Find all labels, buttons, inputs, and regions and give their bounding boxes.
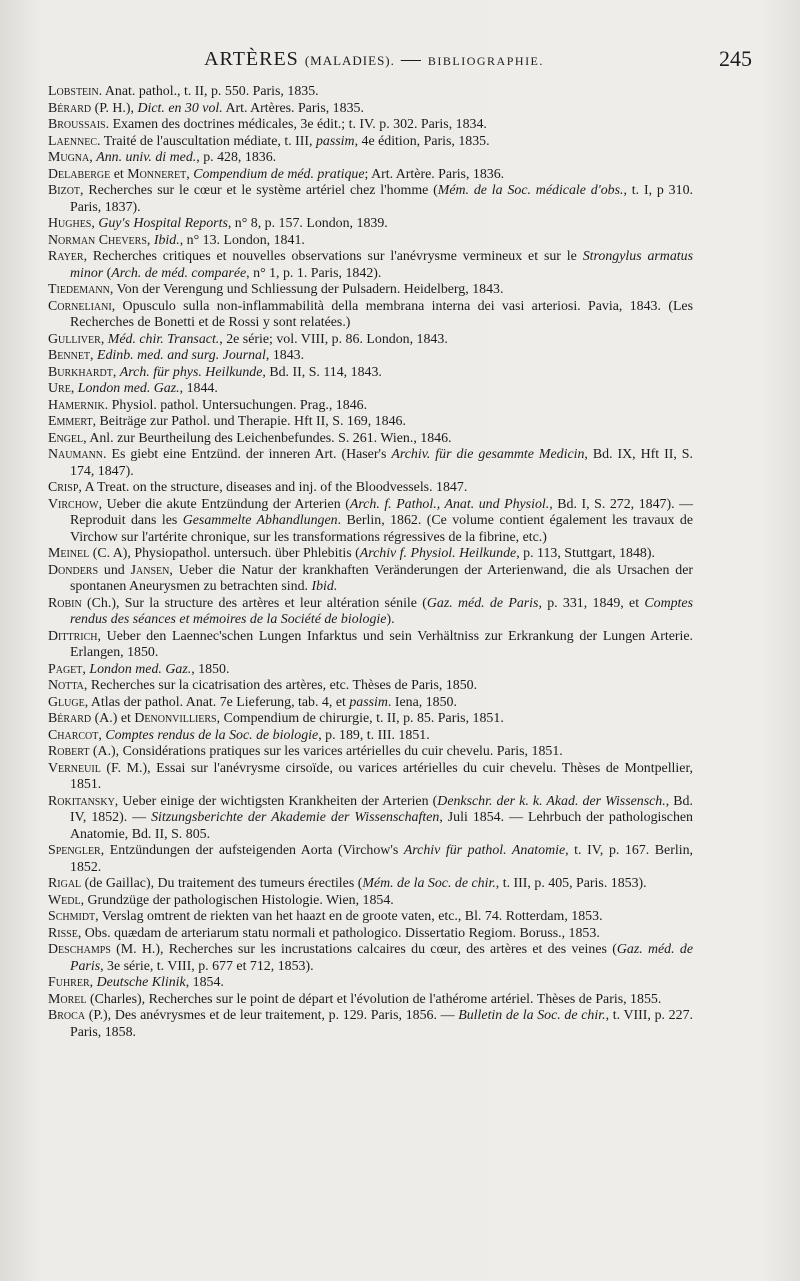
entry-text: (P. H.),: [91, 100, 138, 116]
entry-author: Mugna: [48, 150, 90, 165]
bibliography-entry: [48, 497, 693, 547]
bibliography-entry: [48, 744, 693, 761]
entry-text: , Bd. II, S. 114, 1843.: [262, 364, 382, 380]
bibliography-entry: [48, 629, 693, 662]
entry-author: Virchow: [48, 496, 99, 512]
bibliography-entry: [48, 1008, 693, 1041]
bibliography-entry: [48, 249, 693, 282]
entry-text: , Juli 1854. — Lehrbuch der pathologischen Anatomie, Bd. II, S. 805.: [70, 810, 693, 842]
entry-author: Laennec: [48, 133, 98, 149]
entry-title-italic: Deutsche Klinik: [96, 975, 186, 990]
bibliography-entry: [48, 233, 693, 250]
entry-text: , 1844.: [179, 381, 218, 396]
entry-text: ,: [91, 216, 99, 231]
entry-text: , 1854.: [185, 975, 224, 990]
running-title: [48, 48, 700, 71]
entry-author: Gluge: [48, 694, 85, 710]
bibliography-entry: [48, 728, 693, 745]
entry-text: ,: [112, 364, 120, 380]
entry-text: , Compendium de chirurgie, t. II, p. 85. Paris, 1851.: [216, 711, 504, 726]
entry-title-italic: Guy's Hospital Reports: [98, 216, 228, 231]
bibliography-entry: [48, 101, 693, 118]
bibliography-entry: [48, 480, 693, 497]
entry-text: (Charles), Recherches sur le point de départ et l'évolution de l'athérome artériel. Thèses de Paris, 1855.: [86, 991, 662, 1007]
entry-text: ,: [146, 232, 154, 248]
entry-author: Broussais: [48, 117, 106, 132]
entry-text: , p. 428, 1836.: [196, 150, 277, 165]
entry-text: , t. VIII, p. 227. Paris, 1858.: [70, 1008, 693, 1040]
entry-text: . Traité de l'auscultation médiate, t. III,: [97, 133, 316, 149]
bibliography-entry: [48, 975, 693, 992]
entry-author: Risse: [48, 925, 78, 941]
running-title-main: ARTÈRES: [204, 48, 299, 70]
entry-text: , 1850.: [191, 661, 230, 677]
running-title-section: BIBLIOGRAPHIE.: [427, 54, 544, 68]
bibliography-entry: [48, 134, 693, 151]
entry-text: , t. I, p 310. Paris, 1837).: [70, 183, 693, 215]
entry-author: Crisp: [48, 480, 79, 495]
entry-text: , A Treat. on the structure, diseases and inj. of the Bloodvessels. 1847.: [78, 480, 468, 495]
entry-title-italic: Comptes rendus des séances et mémoires de la Société de biologie: [70, 595, 693, 627]
entry-author: Wedl: [48, 892, 81, 908]
entry-text: , Entzündungen der aufsteigenden Aorta (Virchow's: [100, 843, 404, 858]
entry-text: (F. M.), Essai sur l'anévrysme cirsoïde, ou varices artérielles du cuir chevelu. Thèses de Montpellier, 1851.: [70, 760, 693, 792]
entry-author: Burkhardt: [48, 364, 113, 380]
entry-text: , Recherches sur la cicatrisation des artères, etc. Thèses de Paris, 1850.: [83, 678, 478, 693]
entry-text: ,: [186, 166, 194, 182]
entry-text: (C. A), Physiopathol. untersuch. über Phlebitis (: [89, 546, 360, 561]
bibliography-entry: [48, 876, 693, 893]
entry-author: Engel: [48, 430, 84, 446]
entry-title-italic: Gesammelte Abhandlungen: [182, 513, 338, 528]
entry-title-italic: Arch. f. Pathol., Anat. und Physiol.: [349, 496, 550, 512]
entry-author: Tiedemann: [48, 282, 110, 297]
bibliography-entry: [48, 546, 693, 563]
entry-author: Denonvilliers: [134, 711, 217, 726]
bibliography-entry: [48, 216, 693, 233]
entry-author: Rokitansky: [48, 793, 115, 809]
entry-title-italic: Ibid.: [153, 232, 180, 248]
running-title-subtitle: (MALADIES).: [304, 53, 395, 68]
entry-text: . Anat. pathol., t. II, p. 550. Paris, 1835.: [98, 84, 319, 99]
entry-text: , Verslag omtrent de riekten van het haazt en de groote vaten, etc., Bl. 74. Rotterdam, 1853.: [95, 909, 603, 924]
bibliography-entry: [48, 414, 693, 431]
bibliography-entry: [48, 942, 693, 975]
entry-text: und: [98, 562, 131, 578]
entry-text: , n° 13. London, 1841.: [179, 232, 305, 248]
entry-author: Paget: [48, 661, 83, 677]
entry-author: Bizot: [48, 183, 81, 198]
entry-text: ,: [89, 150, 97, 165]
entry-text: , Ueber den Laennec'schen Lungen Infarktus und sein Verhältniss zur Erkrankung der Lungen Arterie. Erlangen, 1850.: [70, 628, 693, 660]
entry-title-italic: Archiv für pathol. Anatomie: [403, 843, 566, 858]
entry-text: (de Gaillac), Du traitement des tumeurs érectiles (: [81, 876, 363, 891]
entry-author: Emmert: [48, 414, 93, 429]
entry-author: Fuhrer: [48, 975, 90, 990]
bibliography-entry: [48, 117, 693, 134]
running-title-dash: —: [400, 48, 422, 70]
entry-text: et: [110, 166, 128, 182]
entry-title-italic: London med. Gaz.: [77, 381, 180, 396]
entry-title-italic: Dict. en 30 vol.: [137, 100, 223, 116]
entry-author: Spengler: [48, 843, 101, 858]
entry-text: , Ueber die Natur der krankhaften Veränderungen der Arterienwand, die als Ursachen der spontanen Aneurysmen zu betrachten sind.: [70, 562, 693, 594]
entry-text: ; Art. Artère. Paris, 1836.: [364, 166, 505, 182]
entry-text: , Opusculo sulla non-inflammabilità della membrana interna dei vasi arteriosi. Pavia, 1843. (Les Recherches de Bonetti et de Rossi y sont relatées.): [70, 298, 693, 330]
bibliography-entry: [48, 843, 693, 876]
entry-text: ,: [89, 975, 97, 990]
bibliography-entry: [48, 282, 693, 299]
entry-title-italic: Méd. chir. Transact.: [107, 331, 220, 347]
entry-title-italic: Arch. de méd. comparée: [111, 265, 247, 281]
entry-title-italic: London med. Gaz.: [89, 661, 192, 677]
entry-title-italic: Mém. de la Soc. de chir.: [362, 876, 496, 891]
entry-text: (Ch.), Sur la structure des artères et leur altération sénile (: [81, 595, 427, 611]
entry-author: Hughes: [48, 216, 92, 231]
entry-text: , Anl. zur Beurtheilung des Leichenbefundes. S. 261. Wien., 1846.: [83, 430, 452, 446]
entry-text: , 1843.: [265, 348, 305, 363]
entry-text: , Ueber einige der wichtigsten Krankheiten der Arterien (: [114, 793, 438, 809]
entry-text: . Physiol. pathol. Untersuchungen. Prag., 1846.: [104, 397, 368, 413]
entry-text: , Bd. IX, Hft II, S. 174, 1847).: [70, 447, 693, 479]
entry-text: , 4e édition, Paris, 1835.: [354, 133, 490, 149]
entry-title-italic: Edinb. med. and surg. Journal: [97, 348, 266, 363]
bibliography-entry: [48, 909, 693, 926]
entry-text: ,: [70, 381, 78, 396]
entry-author: Corneliani: [48, 298, 112, 314]
entry-text: (P.), Des anévrysmes et de leur traitement, p. 129. Paris, 1856. —: [85, 1008, 459, 1023]
entry-text: , Beiträge zur Pathol. und Therapie. Hft II, S. 169, 1846.: [92, 414, 406, 429]
entry-title-italic: Ann. univ. di med.: [96, 150, 197, 165]
entry-text: , Ueber die akute Entzündung der Arterien (: [98, 496, 350, 512]
entry-author: Ure: [48, 381, 71, 396]
entry-author: Bérard: [48, 711, 92, 726]
entry-text: , Bd. IV, 1852). —: [70, 793, 693, 825]
page-header: [48, 46, 752, 78]
bibliography-entry: [48, 992, 693, 1009]
entry-author: Robin: [48, 595, 82, 611]
entry-author: Lobstein: [48, 84, 99, 99]
bibliography-entry: [48, 183, 693, 216]
entry-text: , Grundzüge der pathologischen Histologie. Wien, 1854.: [80, 892, 394, 908]
entry-text: , Recherches critiques et nouvelles observations sur l'anévrysme vermineux et sur le: [83, 249, 583, 264]
entry-author: Jansen: [130, 562, 170, 578]
entry-text: ,: [98, 727, 106, 743]
entry-text: , n° 8, p. 157. London, 1839.: [227, 216, 388, 231]
entry-title-italic: Mém. de la Soc. médicale d'obs.: [437, 183, 624, 198]
entry-title-italic: passim: [349, 694, 388, 710]
entry-title-italic: Gaz. méd. de Paris: [426, 595, 539, 611]
entry-text: (M. H.), Recherches sur les incrustations calcaires du cœur, des artères et des veines (: [110, 942, 617, 957]
bibliography-entry: [48, 398, 693, 415]
bibliography-entry: [48, 893, 693, 910]
bibliography-entry: [48, 332, 693, 349]
entry-title-italic: Archiv. für die gesammte Medicin: [391, 447, 585, 462]
bibliography-entry: [48, 447, 693, 480]
bibliography-entry: [48, 167, 693, 184]
bibliography-entry: [48, 662, 693, 679]
entry-text: ,: [100, 331, 108, 347]
entry-text: , 2e série; vol. VIII, p. 86. London, 1843.: [219, 331, 448, 347]
entry-text: , Von der Verengung und Schliessung der Pulsadern. Heidelberg, 1843.: [109, 282, 504, 297]
entry-title-italic: Archiv f. Physiol. Heilkunde: [359, 546, 517, 561]
entry-text: . Es giebt eine Entzünd. der inneren Art. (Haser's: [103, 447, 392, 462]
bibliography-entry: [48, 695, 693, 712]
bibliography-entry: [48, 596, 693, 629]
entry-author: Hamernik: [48, 397, 105, 413]
entry-text: (A.), Considérations pratiques sur les varices artérielles du cuir chevelu. Paris, 1851.: [89, 744, 563, 759]
entry-author: Schmidt: [48, 909, 96, 924]
page-number: 245: [719, 46, 752, 71]
entry-title-italic: Bulletin de la Soc. de chir.: [458, 1008, 606, 1023]
entry-author: Broca: [48, 1008, 86, 1023]
entry-author: Rigal: [48, 876, 82, 891]
entry-title-italic: passim: [315, 133, 355, 149]
entry-text: , p. 113, Stuttgart, 1848).: [516, 546, 655, 561]
entry-text: , p. 189, t. III. 1851.: [318, 727, 430, 743]
entry-text: , t. III, p. 405, Paris. 1853).: [495, 876, 647, 891]
entry-author: Bérard: [48, 100, 92, 116]
entry-text: , 3e série, t. VIII, p. 677 et 712, 1853).: [100, 958, 314, 974]
entry-text: , Bd. I, S. 272, 1847). — Reproduit dans les: [70, 496, 693, 528]
entry-text: ).: [386, 612, 395, 627]
bibliography-entry: [48, 678, 693, 695]
bibliography-entry: [48, 431, 693, 448]
entry-author: Robert: [48, 744, 90, 759]
entry-author: Dittrich: [48, 628, 98, 644]
entry-author: Charcot: [48, 727, 99, 743]
entry-text: , Atlas der pathol. Anat. 7e Lieferung, tab. 4, et: [84, 694, 350, 710]
entry-text: (A.) et: [91, 711, 135, 726]
entry-text: (: [103, 265, 112, 281]
bibliography-entry: [48, 926, 693, 943]
entry-text: , Recherches sur le cœur et le système artériel chez l'homme (: [80, 183, 438, 198]
entry-author: Deschamps: [48, 942, 111, 957]
entry-text: , p. 331, 1849, et: [538, 595, 645, 611]
entry-text: . Examen des doctrines médicales, 3e édit.; t. IV. p. 302. Paris, 1834.: [105, 117, 487, 132]
entry-title-italic: Arch. für phys. Heilkunde: [119, 364, 263, 380]
bibliography-entry: [48, 381, 693, 398]
entry-title-italic: Denkschr. der k. k. Akad. der Wissensch.: [437, 793, 666, 809]
entry-text: Art. Artères. Paris, 1835.: [222, 100, 364, 116]
entry-title-italic: Sitzungsberichte der Akademie der Wissenschaften: [151, 810, 440, 825]
entry-author: Bennet: [48, 348, 91, 363]
entry-title-italic: Comptes rendus de la Soc. de biologie: [105, 727, 319, 743]
entry-author: Notta: [48, 678, 84, 693]
bibliography-entry: [48, 761, 693, 794]
entry-author: Meinel: [48, 546, 90, 561]
bibliography-entry: [48, 794, 693, 844]
bibliography-entry: [48, 365, 693, 382]
entry-text: . Berlin, 1862. (Ce volume contient également les travaux de Virchow sur l'artérite chronique, sur les transformations régressives de la fibrine, etc.): [70, 513, 694, 545]
entry-author: Morel: [48, 991, 87, 1007]
entry-text: , n° 1, p. 1. Paris, 1842).: [246, 265, 382, 281]
entry-text: . Iena, 1850.: [387, 694, 457, 710]
bibliography-entry: [48, 299, 693, 332]
entry-author: Naumann: [48, 447, 104, 462]
entry-text: , t. IV, p. 167. Berlin, 1852.: [70, 843, 693, 875]
entry-author: Monneret: [127, 166, 187, 182]
bibliography-entry: [48, 563, 693, 596]
entry-text: ,: [82, 661, 90, 677]
entry-author: Verneuil: [48, 760, 101, 776]
bibliography-entry: [48, 711, 693, 728]
entry-text: ,: [90, 348, 97, 363]
entry-author: Norman Chevers: [48, 232, 147, 248]
entry-title-italic: Compendium de méd. pratique: [193, 166, 365, 182]
bibliography-entry: [48, 150, 693, 167]
entry-title-italic: Gaz. méd. de Paris: [70, 942, 693, 974]
bibliography-entry: [48, 84, 693, 101]
bibliography-entry: [48, 348, 693, 365]
entry-author: Gulliver: [48, 331, 101, 347]
entry-author: Donders: [48, 562, 99, 578]
bibliography-list: [48, 84, 693, 1041]
entry-title-italic: Strongylus armatus minor: [70, 249, 693, 281]
entry-author: Rayer: [48, 249, 84, 264]
entry-title-italic: Ibid.: [311, 579, 338, 594]
entry-author: Delaberge: [48, 166, 111, 182]
entry-text: , Obs. quædam de arteriarum statu normali et pathologico. Dissertatio Regiom. Boruss., 1853.: [77, 925, 600, 941]
